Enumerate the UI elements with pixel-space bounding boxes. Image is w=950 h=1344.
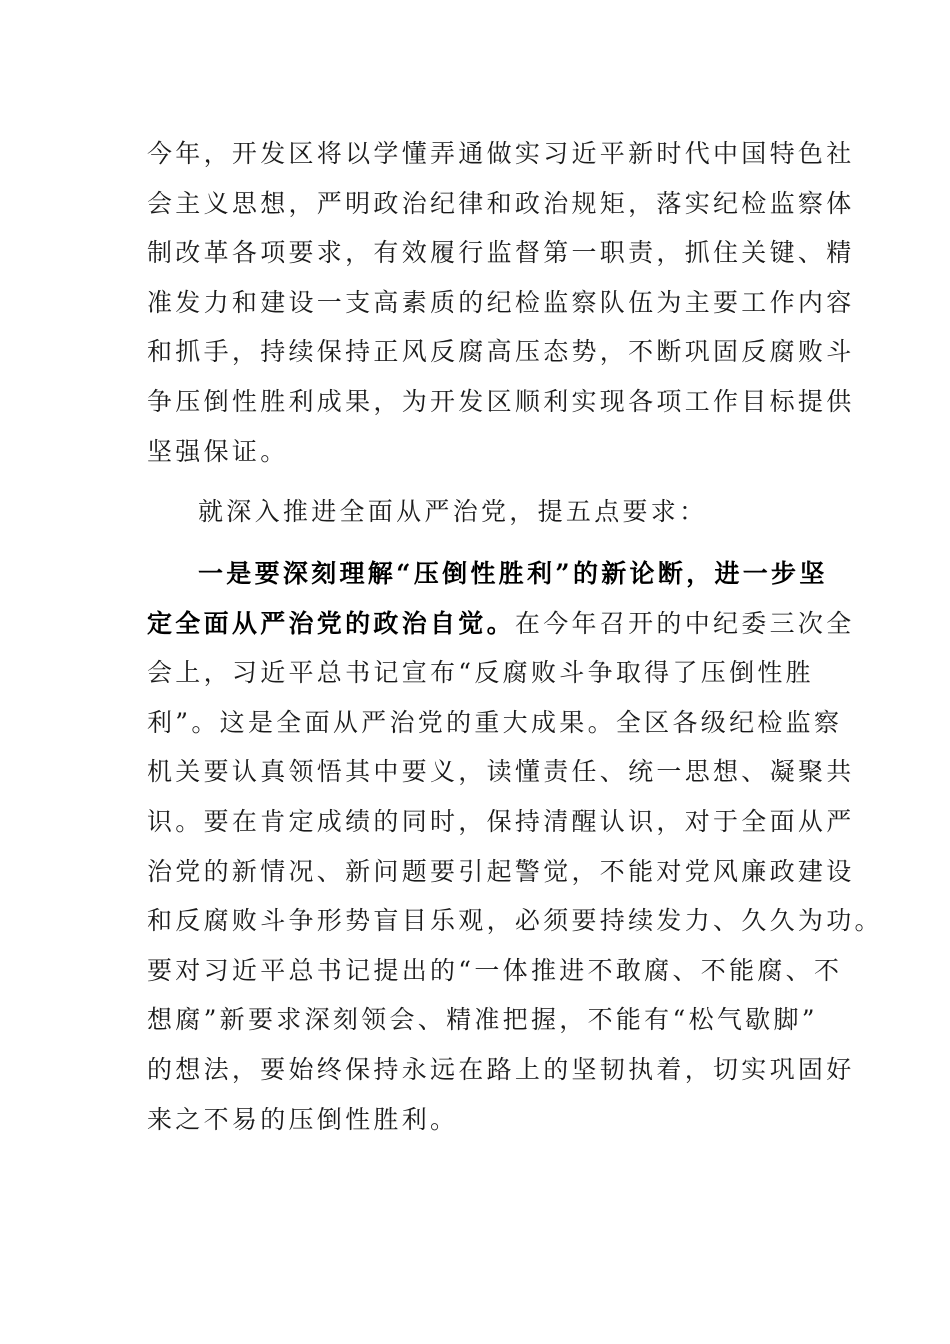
text-line: 利”。这是全面从严治党的重大成果。全区各级纪检监察 [147, 707, 843, 737]
text-line: 机关要认真领悟其中要义，读懂责任、统一思想、凝聚共 [147, 757, 855, 787]
paragraph-point-one [147, 549, 883, 1144]
point-heading-end: 定全面从严治党的政治自觉。 [147, 608, 515, 638]
text-line: 想腐”新要求深刻领会、精准把握，不能有“松气歇脚” [147, 1005, 818, 1035]
text-line: 和反腐败斗争形势盲目乐观，必须要持续发力、久久为功。 [147, 906, 883, 936]
text-run: 在今年召开的中纪委三次全 [514, 608, 855, 638]
text-line: 就深入推进全面从严治党，提五点要求： [198, 497, 708, 526]
text-line: 会主义思想，严明政治纪律和政治规矩，落实纪检监察体 [147, 188, 855, 218]
text-line: 准发力和建设一支高素质的纪检监察队伍为主要工作内容 [147, 287, 855, 317]
text-line [147, 599, 855, 649]
text-line: 今年，开发区将以学懂弄通做实习近平新时代中国特色社 [147, 139, 855, 168]
text-line: 和抓手，持续保持正风反腐高压态势，不断巩固反腐败斗 [147, 337, 855, 367]
text-line: 来之不易的压倒性胜利。 [147, 1104, 459, 1134]
paragraph-opening [147, 129, 855, 476]
text-line: 争压倒性胜利成果，为开发区顺利实现各项工作目标提供 [147, 386, 855, 416]
text-line: 会上，习近平总书记宣布“反腐败斗争取得了压倒性胜 [147, 658, 814, 688]
text-line: 制改革各项要求，有效履行监督第一职责，抓住关键、精 [147, 238, 855, 268]
text-line: 的想法，要始终保持永远在路上的坚韧执着，切实巩固好 [147, 1054, 855, 1084]
text-line: 要对习近平总书记提出的“一体推进不敢腐、不能腐、不 [147, 955, 843, 985]
text-line: 治党的新情况、新问题要引起警觉，不能对党风廉政建设 [147, 856, 855, 886]
text-line: 坚强保证。 [147, 436, 289, 466]
text-line: 识。要在肯定成绩的同时，保持清醒认识，对于全面从严 [147, 806, 855, 836]
paragraph-requirements-intro [147, 487, 787, 537]
point-heading-line: 一是要深刻理解“压倒性胜利”的新论断，进一步坚 [198, 559, 828, 588]
